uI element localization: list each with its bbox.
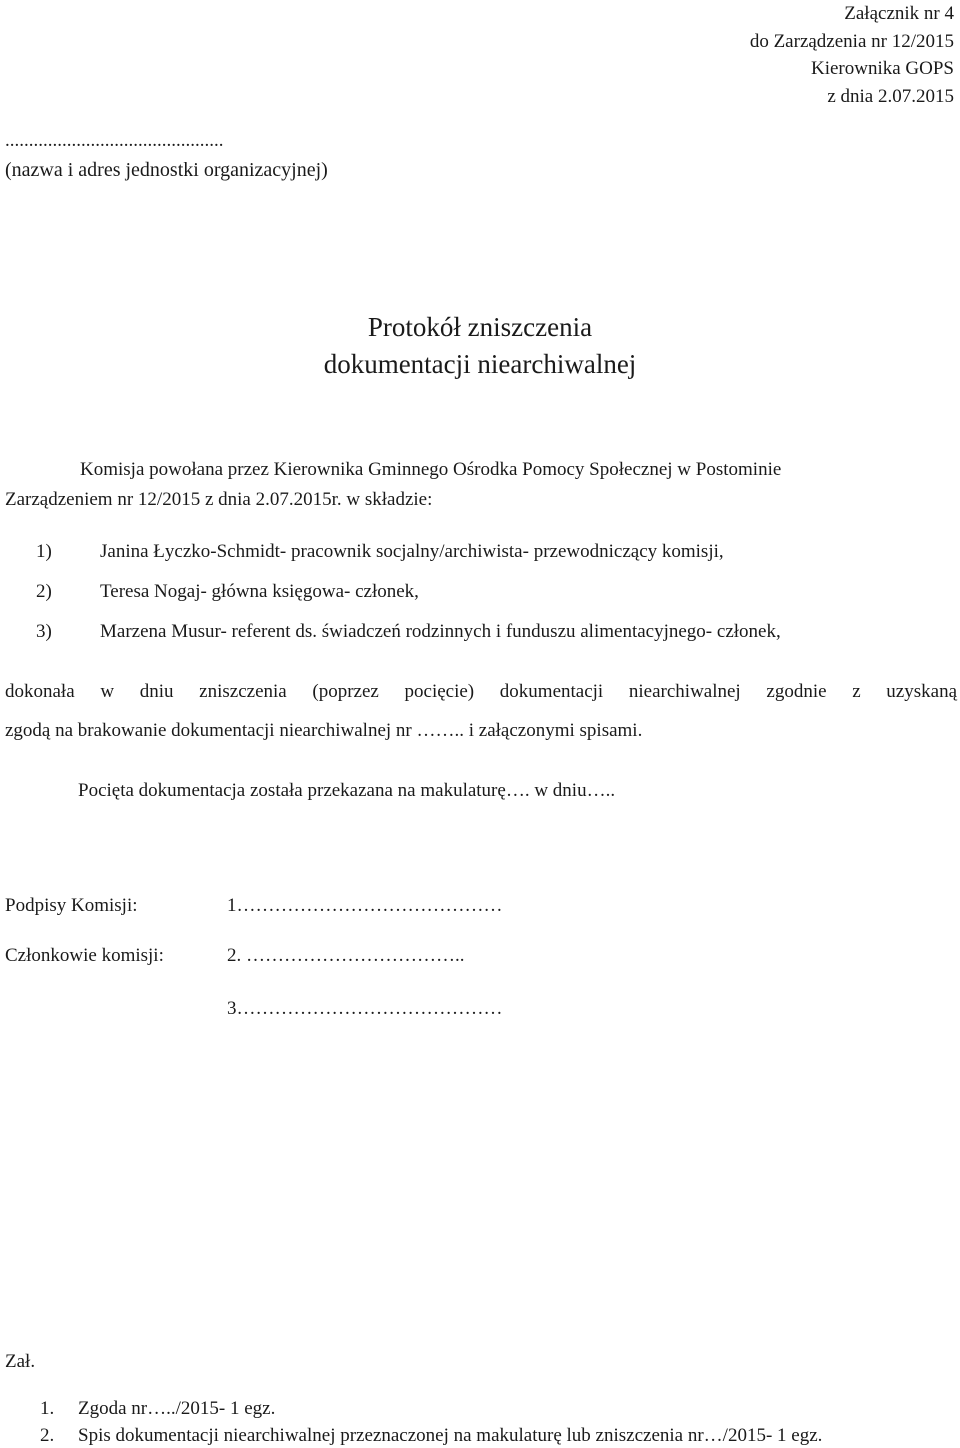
organization-dotted-line: .............................................. xyxy=(5,130,224,151)
document-title-line-2: dokumentacji niearchiwalnej xyxy=(323,349,637,379)
annex-regulation: do Zarządzenia nr 12/2015 xyxy=(749,30,954,52)
annex-issuer: Kierownika GOPS xyxy=(810,58,954,79)
member-item xyxy=(36,541,724,563)
member-number: 2) xyxy=(36,581,52,602)
signatures-label: Podpisy Komisji: xyxy=(5,895,138,916)
document-title-line-1: Protokół zniszczenia xyxy=(367,312,593,342)
attachments-label: Zał. xyxy=(5,1351,36,1372)
signature-line-2: 2. …………………………….. xyxy=(227,945,465,966)
annex-header xyxy=(750,0,954,110)
member-item xyxy=(36,581,419,603)
member-item xyxy=(36,621,781,643)
attachment-text: Spis dokumentacji niearchiwalnej przeznaczonej na makulaturę lub zniszczenia nr…/2015- 1 egz. xyxy=(78,1425,823,1446)
member-number: 1) xyxy=(36,541,52,562)
member-number: 3) xyxy=(36,621,52,642)
signature-line-3: 3…………………………………… xyxy=(227,998,503,1019)
intro-line-1: Komisja powołana przez Kierownika Gminnego Ośrodka Pomocy Społecznej w Postominie xyxy=(80,459,782,480)
body-paragraph-1: dokonała w dniu zniszczenia (poprzez pocięcie) dokumentacji niearchiwalnej zgodnie z uzyskaną xyxy=(5,681,957,702)
attachment-number: 2. xyxy=(40,1425,55,1446)
attachment-number: 1. xyxy=(40,1398,55,1419)
members-label: Członkowie komisji: xyxy=(5,945,164,966)
attachment-item xyxy=(40,1425,822,1447)
member-text: Janina Łyczko-Schmidt- pracownik socjalny/archiwista- przewodniczący komisji, xyxy=(100,541,724,562)
body-paragraph-2: zgodą na brakowanie dokumentacji niearchiwalnej nr …….. i załączonymi spisami. xyxy=(5,720,643,741)
attachment-text: Zgoda nr…../2015- 1 egz. xyxy=(78,1398,276,1419)
annex-date: z dnia 2.07.2015 xyxy=(827,85,954,107)
annex-number: Załącznik nr 4 xyxy=(844,3,954,24)
member-text: Teresa Nogaj- główna księgowa- członek, xyxy=(100,581,419,602)
attachment-item xyxy=(40,1398,275,1420)
member-text: Marzena Musur- referent ds. świadczeń rodzinnych i funduszu alimentacyjnego- członek, xyxy=(100,621,781,642)
intro-line-2: Zarządzeniem nr 12/2015 z dnia 2.07.2015r. w składzie: xyxy=(5,489,433,510)
body-paragraph-3: Pocięta dokumentacja została przekazana na makulaturę…. w dniu….. xyxy=(78,780,616,801)
organization-label: (nazwa i adres jednostki organizacyjnej) xyxy=(5,159,328,181)
signature-line-1: 1…………………………………… xyxy=(227,895,503,916)
